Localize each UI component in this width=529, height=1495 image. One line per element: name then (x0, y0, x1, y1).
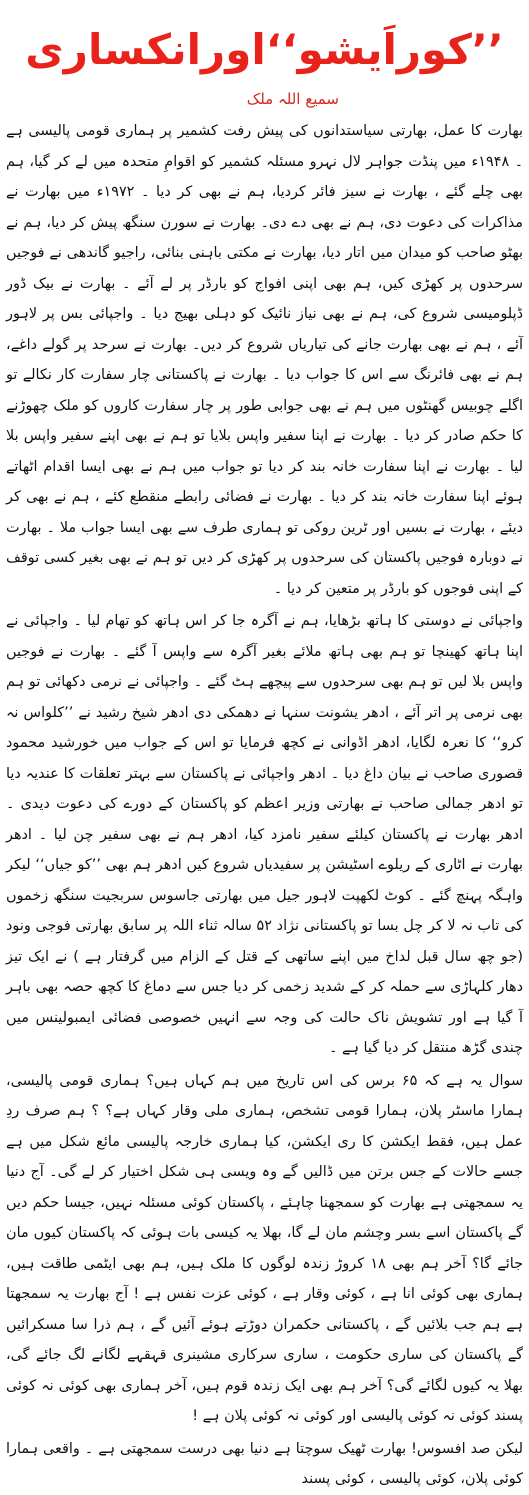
article-paragraph: سوال یہ ہے کہ ۶۵ برس کی اس تاریخ میں ہم کہاں ہیں؟ ہماری قومی پالیسی، ہمارا ماسٹر پلان، ہمارا قومی تشخص، ہماری ملی وقار کہاں ہے؟ ؟ ہم صرف ردِ عمل ہیں، فقط ایکشن کا ری ایکشن، کیا ہماری خارجہ پالیسی مائع شکل میں ہے جسے حالات کے جس برتن میں ڈالیں گے وہ ویسی ہی شکل اختیار کر لے گی۔ آج دنیا یہ سمجھتی ہے بھارت کو سمجھنا چاہئے ، پاکستان کوئی مسئلہ نہیں، جیسا حکم دیں گے پاکستان اسے بسر وچشم مان لے گا، بھلا یہ کیسی بات ہوئی کہ پاکستان کیوں مان جائے گا؟ آخر ہم بھی ۱۸ کروڑ زندہ لوگوں کا ملک ہیں، ہم بھی ایٹمی طاقت ہیں، ہماری بھی کوئی انا ہے ، کوئی وقار ہے ، کوئی عزت نفس ہے ! آج بھارت یہ سمجھتا ہے ہم جب بلائیں گے ، پاکستانی حکمران دوڑتے ہوئے آئیں گے ، ہم ذرا سا مسکرائیں گے پاکستان کی ساری حکومت ، ساری سرکاری مشینری قہقہے لگانے لگ جائے گی، بھلا یہ کیوں لگائے گی؟ آخر ہم بھی ایک زندہ قوم ہیں، آخر ہماری بھی کوئی نہ کوئی پسند کوئی نہ کوئی پالیسی اور کوئی نہ کوئی پلان ہے ! (6, 1072, 524, 1424)
article-title: ’’کوراَیشو‘‘اورانکساری (25, 25, 504, 74)
author-name: سمیع اللہ ملک (246, 90, 339, 108)
article-paragraph: لیکن صد افسوس! بھارت ٹھیک سوچتا ہے دنیا بھی درست سمجھتی ہے ۔ واقعی ہمارا کوئی پلان، کوئی پالیسی ، کوئی پسند (6, 1440, 523, 1487)
article-paragraph: بھارت کا عمل، بھارتی سیاستدانوں کی پیش رفت کشمیر پر ہماری قومی پالیسی ہے ۔ ۱۹۴۸ء میں پنڈت جواہر لال نہرو مسئلہ کشمیر کو اقوامِ متحدہ میں لے کر گیا، ہم بھی چلے گئے ، بھارت نے سیز فائر کردیا، ہم نے بھی کر دیا ۔ ۱۹۷۲ء میں بھارت نے مذاکرات کی دعوت دی، ہم نے بھی دے دی۔ بھارت نے سورن سنگھ پیش کر دیا، ہم نے بھٹو صاحب کو میدان میں اتار دیا، بھارت نے مکتی باہنی بنائی، راجیو گاندھی نے فوجیں سرحدوں پر کھڑی کیں، ہم بھی اپنی افواج کو بارڈر پر لے آئے ۔ بھارت نے بیک ڈور ڈپلومیسی شروع کی، ہم نے بھی نیاز نائیک کو دہلی بھیج دیا ۔ واجپائی بس پر لاہور آئے ، ہم نے بھی بھارت جانے کی تیاریاں شروع کر دیں۔ بھارت نے سرحد پر گولے داغے، ہم نے بھی فائرنگ سے اس کا جواب دیا ۔ بھارت نے پاکستانی چار سفارت کار نکالے تو اگلے چوبیس گھنٹوں میں ہم نے بھی جوابی طور پر چار سفارت کاروں کو ملک چھوڑنے کا حکم صادر کر دیا ۔ بھارت نے اپنا سفیر واپس بلایا تو ہم نے بھی اپنے سفیر واپس بلا لیا ۔ بھارت نے اپنا سفارت خانہ بند کر دیا تو جواب میں ہم نے بھی ایسا اقدام اٹھاتے ہوئے اپنا سفارت خانہ بند کر دیا ۔ بھارت نے فضائی رابطے منقطع کئے ، ہم نے بھی کر دیئے ، بھارت نے بسیں اور ٹرین روکی تو ہماری طرف سے بھی ایسا جواب ملا ۔ بھارت نے دوبارہ فوجیں پاکستان کی سرحدوں پر کھڑی کر دیں تو ہم نے بھی بغیر کسی توقف کے اپنی فوجوں کو بارڈر پر متعین کر دیا ۔ (6, 123, 524, 597)
article-body (6, 116, 524, 1487)
article-paragraph: واجپائی نے دوستی کا ہاتھ بڑھایا، ہم نے آگرہ جا کر اس ہاتھ کو تھام لیا ۔ واجپائی نے اپنا ہاتھ کھینچا تو ہم بھی ہاتھ ملائے بغیر آگرہ سے واپس آ گئے ۔ بھارت نے فوجیں واپس بلا لیں تو ہم بھی سرحدوں سے پیچھے ہٹ گئے ۔ واجپائی نے نرمی دکھائی تو ہم بھی نرمی پر اتر آئے ، ادھر یشونت سنہا نے دھمکی دی ادھر شیخ رشید نے ’’کلواس نہ کرو‘‘ کا نعرہ لگایا، ادھر اڈوانی نے کچھ فرمایا تو اس کے جواب میں خورشید محمود قصوری صاحب نے بیان داغ دیا ۔ ادھر واجپائی نے پاکستان سے بہتر تعلقات کا عندیہ دیا تو ادھر جمالی صاحب نے بھارتی وزیر اعظم کو پاکستان کے دورے کی دعوت دیدی ۔ ادھر بھارت نے پاکستان کیلئے سفیر نامزد کیا، ادھر ہم نے بھی سفیر چن لیا ۔ ادھر بھارت نے اٹاری کے ریلوے اسٹیشن پر سفیدیاں شروع کیں ادھر ہم بھی ’’کو جیاں‘‘ لیکر واہگہ پہنچ گئے ۔ کوٹ لکھپت لاہور جیل میں بھارتی جاسوس سربجیت سنگھ زخموں کی تاب نہ لا کر چل بسا تو پاکستانی نژاد ۵۲ سالہ ثناء اللہ پر سابق بھارتی فوجی ونود (جو چھ سال قبل لداخ میں اپنے ساتھی کے قتل کے الزام میں گرفتار ہے ) نے ایک تیز دھار کلہاڑی سے حملہ کر کے شدید زخمی کر دیا جس سے دماغ کا کچھ حصہ بھی باہر آ گیا ہے اور تشویش ناک حالت کی وجہ سے انہیں خصوصی فضائی ایمبولینس میں چندی گڑھ منتقل کر دیا گیا ہے ۔ (6, 613, 523, 1056)
